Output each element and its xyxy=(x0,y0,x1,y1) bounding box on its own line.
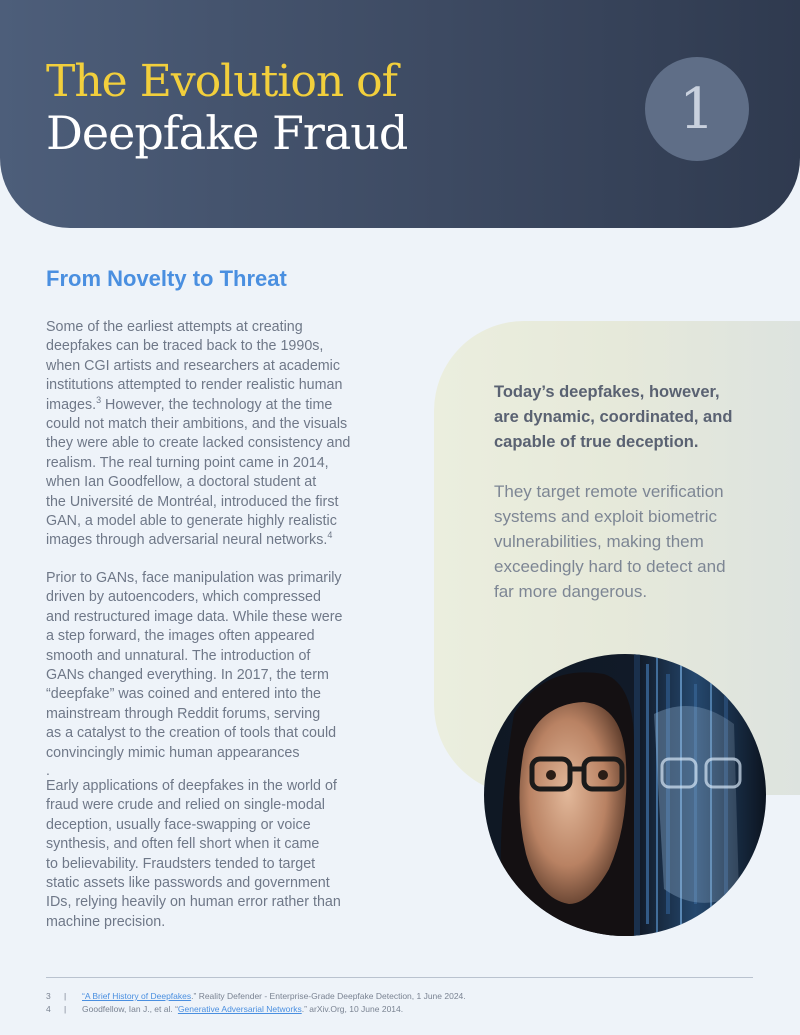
footnote-link-brief-history[interactable]: “A Brief History of Deepfakes xyxy=(82,991,192,1001)
footnote-link-gan[interactable]: Generative Adversarial Networks xyxy=(177,1004,302,1014)
footnote-4 xyxy=(46,1004,403,1014)
paragraph-3: Early applications of deepfakes in the world of fraud were crude and relied on single-modal deception, usually face-swapping or voice synthesis, and often fell short when it came to believability. Fraudsters tended to target static assets like passwords and government IDs, relying heavily on human error rather than machine precision. xyxy=(46,777,341,930)
body-column xyxy=(46,318,381,932)
callout-text: They target remote verification systems and exploit biometric vulnerabilities, making them exceedingly hard to detect and far more dangerous. xyxy=(494,482,726,601)
footnote-ref-4[interactable]: 4 xyxy=(327,530,333,541)
chapter-number-badge: 1 xyxy=(645,57,749,161)
stray-period: . xyxy=(46,761,50,778)
footnote-separator: | xyxy=(64,991,67,1001)
footnote-number: 4 xyxy=(46,1004,51,1014)
footnote-number: 3 xyxy=(46,991,51,1001)
footnote-text: .” arXiv.Org, 10 June 2014. xyxy=(301,1004,404,1014)
footnote-3 xyxy=(46,991,466,1001)
footnote-separator: | xyxy=(64,1004,67,1014)
callout-heading: Today’s deepfakes, however, are dynamic, coordinated, and capable of true deception. xyxy=(494,383,733,451)
portrait-image xyxy=(484,654,766,936)
paragraph-1-part-b: However, the technology at the time could not match their ambitions, and the visuals they were able to create lacked consistency and realism. The real turning point came in 2014, when Ian Goodfellow, a doctoral student at the Université de Montréal, introduced the first GAN, a model able to generate highly realistic images through adversarial neural networks. xyxy=(46,396,351,549)
title-line-1: The Evolution of xyxy=(46,56,397,107)
footnote-ref-3[interactable]: 3 xyxy=(96,394,102,405)
header-banner xyxy=(0,0,800,228)
paragraph-1 xyxy=(46,318,381,551)
paragraph-2: Prior to GANs, face manipulation was primarily driven by autoencoders, which compressed and restructured image data. While these were a step forward, the images often appeared smooth and unnatural. The introduction of GANs changed everything. In 2017, the term “deepfake” was coined and entered into the mainstream through Reddit forums, serving as a catalyst to the creation of tools that could convincingly mimic human appearances xyxy=(46,569,343,761)
paragraph-1-part-a: Some of the earliest attempts at creating deepfakes can be traced back to the 1990s, when CGI artists and researchers at academic institutions attempted to render realistic human images. xyxy=(46,319,343,413)
footer-divider xyxy=(46,977,753,978)
footnote-prefix: Goodfellow, Ian J., et al. “ xyxy=(82,1004,178,1014)
section-title: From Novelty to Threat xyxy=(46,266,287,291)
title-line-2: Deepfake Fraud xyxy=(46,106,408,160)
portrait-illustration xyxy=(484,654,766,936)
footnote-text: .” Reality Defender - Enterprise-Grade Deepfake Detection, 1 June 2024. xyxy=(191,991,466,1001)
